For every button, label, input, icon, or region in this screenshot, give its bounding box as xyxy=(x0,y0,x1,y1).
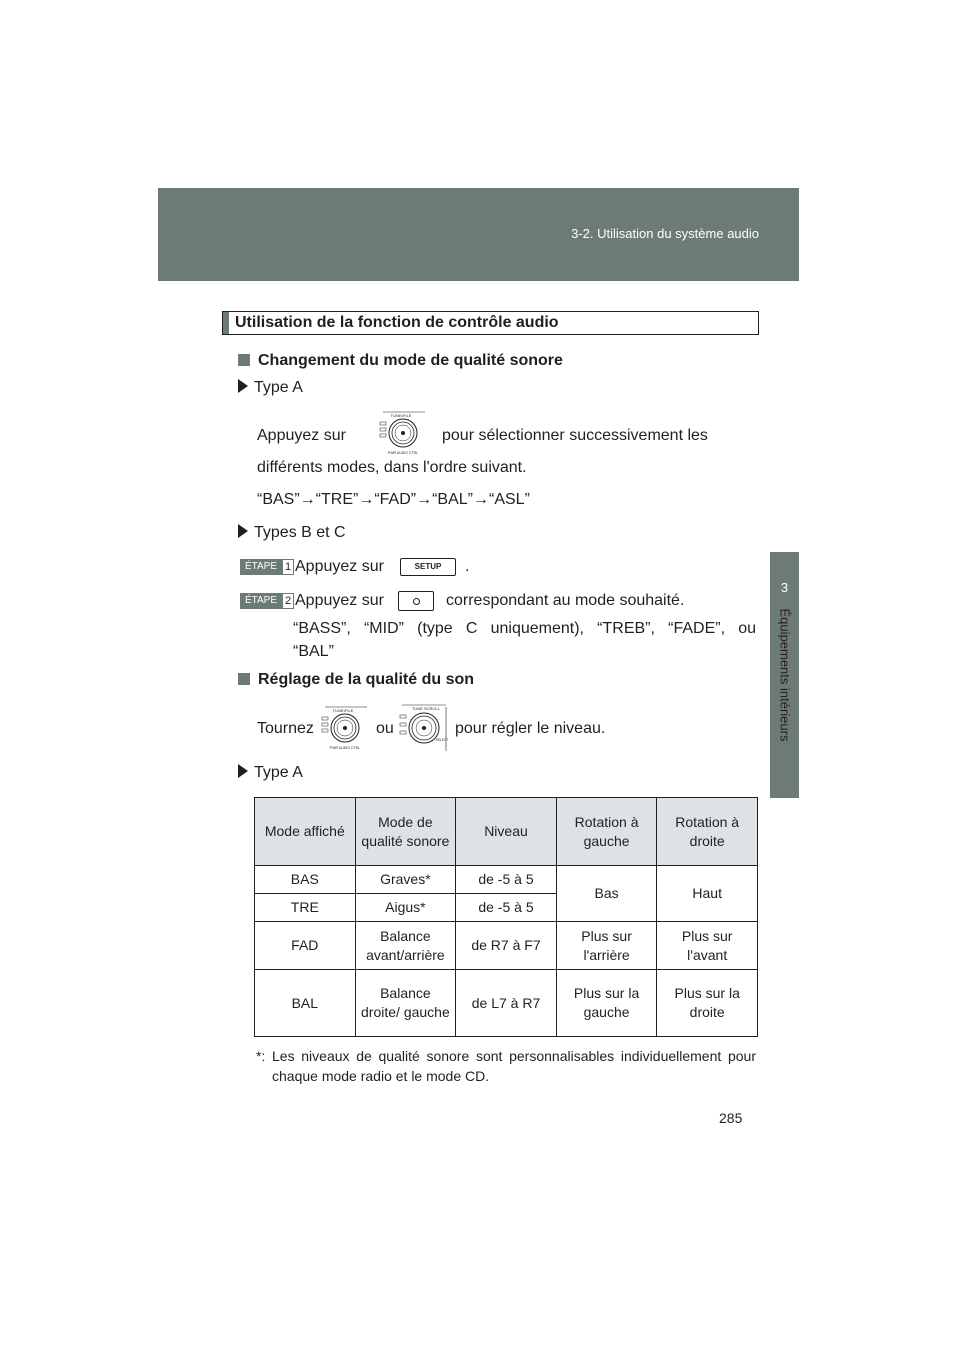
para1-start: Appuyez sur xyxy=(257,427,346,444)
col-header: Mode de qualité sonore xyxy=(355,798,456,866)
step-tag: ÉTAPE xyxy=(240,559,282,575)
mode-sequence: “BAS”→“TRE”→“FAD”→“BAL”→“ASL” xyxy=(257,491,530,508)
col-header: Rotation à droite xyxy=(657,798,758,866)
type-a-label-1 xyxy=(238,379,303,397)
table-row xyxy=(255,866,758,894)
step-1-text: Appuyez sur xyxy=(295,558,384,575)
chapter-title: 3-2. Utilisation du système audio xyxy=(571,226,759,241)
table-cell: de -5 à 5 xyxy=(456,866,557,894)
knob-label-pwr: PWR AUDIO CTRL xyxy=(329,746,361,750)
triangle-bullet-icon xyxy=(238,764,248,778)
subheading-sound-mode xyxy=(238,352,563,370)
type-a-label-2 xyxy=(238,764,303,782)
subheading-text: Réglage de la qualité du son xyxy=(258,671,475,688)
table-cell: Haut xyxy=(657,866,758,922)
step-2-text: Appuyez sur xyxy=(295,592,384,609)
square-bullet-icon xyxy=(238,673,250,685)
table-cell: BAL xyxy=(255,970,356,1037)
types-bc-text: Types B et C xyxy=(254,524,346,541)
chapter-label: Équipements intérieurs xyxy=(777,608,792,742)
subheading-adjust xyxy=(238,671,474,689)
tune-file-knob-icon xyxy=(377,408,427,456)
chapter-number: 3 xyxy=(780,580,789,595)
tune-scroll-knob-icon xyxy=(398,701,450,753)
step-1-badge xyxy=(240,559,294,575)
setup-button-icon xyxy=(400,558,456,576)
table-cell: Graves* xyxy=(355,866,456,894)
table-cell: Plus sur la droite xyxy=(657,970,758,1037)
table-row xyxy=(255,922,758,970)
triangle-bullet-icon xyxy=(238,379,248,393)
step-1-period: . xyxy=(465,558,470,575)
step-tag: ÉTAPE xyxy=(240,593,282,609)
section-title: Utilisation de la fonction de contrôle audio xyxy=(235,314,559,331)
table-cell: BAS xyxy=(255,866,356,894)
triangle-bullet-icon xyxy=(238,524,248,538)
table-row xyxy=(255,970,758,1037)
knob-label-tune-scroll: TUNE SCROLL xyxy=(411,706,441,711)
step-2-detail-2: “BAL” xyxy=(293,643,334,660)
page-number: 285 xyxy=(719,1110,743,1126)
step-2-detail-1: “BASS”, “MID” (type C uniquement), “TREB”, “FADE”, ou xyxy=(293,620,756,637)
subheading-text: Changement du mode de qualité sonore xyxy=(258,352,563,369)
header-bar xyxy=(158,188,799,281)
section-header xyxy=(222,311,759,335)
col-header: Niveau xyxy=(456,798,557,866)
tune-file-knob-icon xyxy=(318,703,370,751)
footnote-mark: *: xyxy=(256,1048,266,1064)
type-a-text: Type A xyxy=(254,379,303,396)
col-header: Rotation à gauche xyxy=(556,798,657,866)
step-2-badge xyxy=(240,593,294,609)
chapter-label-wrap xyxy=(770,560,799,790)
preset-button-icon xyxy=(398,591,434,611)
square-bullet-icon xyxy=(238,354,250,366)
setup-button-label: SETUP xyxy=(414,562,442,571)
table-cell: Aigus* xyxy=(355,894,456,922)
table-cell: Plus sur l'arrière xyxy=(556,922,657,970)
para2-or: ou xyxy=(376,720,394,737)
knob-label-tune-file: TUNE•FILE xyxy=(390,413,412,418)
table-cell: TRE xyxy=(255,894,356,922)
para1-line2: différents modes, dans l'ordre suivant. xyxy=(257,459,527,476)
footnote-text: Les niveaux de qualité sonore sont personnalisables individuellement pour chaque mode radio et le mode CD. xyxy=(272,1048,756,1084)
section-accent xyxy=(223,312,229,334)
step-number: 2 xyxy=(282,593,294,609)
footnote xyxy=(256,1046,756,1086)
para1-end: pour sélectionner successivement les xyxy=(442,427,708,444)
table-cell: de -5 à 5 xyxy=(456,894,557,922)
para2-end: pour régler le niveau. xyxy=(455,720,606,737)
table-cell: Plus sur la gauche xyxy=(556,970,657,1037)
type-a-text: Type A xyxy=(254,764,303,781)
table-cell: Balance droite/ gauche xyxy=(355,970,456,1037)
knob-label-pwr: PWR AUDIO CTRL xyxy=(387,451,419,455)
step-number: 1 xyxy=(282,559,294,575)
para2-start: Tournez xyxy=(257,720,314,737)
col-header: Mode affiché xyxy=(255,798,356,866)
knob-label-select: SELECT xyxy=(435,738,449,742)
table-cell: Plus sur l'avant xyxy=(657,922,758,970)
table-cell: de L7 à R7 xyxy=(456,970,557,1037)
sound-quality-table xyxy=(254,797,758,1037)
step-2-text-end: correspondant au mode souhaité. xyxy=(446,592,685,609)
table-cell: Balance avant/arrière xyxy=(355,922,456,970)
table-cell: FAD xyxy=(255,922,356,970)
table-cell: Bas xyxy=(556,866,657,922)
knob-label-tune-file: TUNE•FILE xyxy=(332,708,354,713)
table-header-row xyxy=(255,798,758,866)
types-bc-label xyxy=(238,524,346,542)
table-cell: de R7 à F7 xyxy=(456,922,557,970)
